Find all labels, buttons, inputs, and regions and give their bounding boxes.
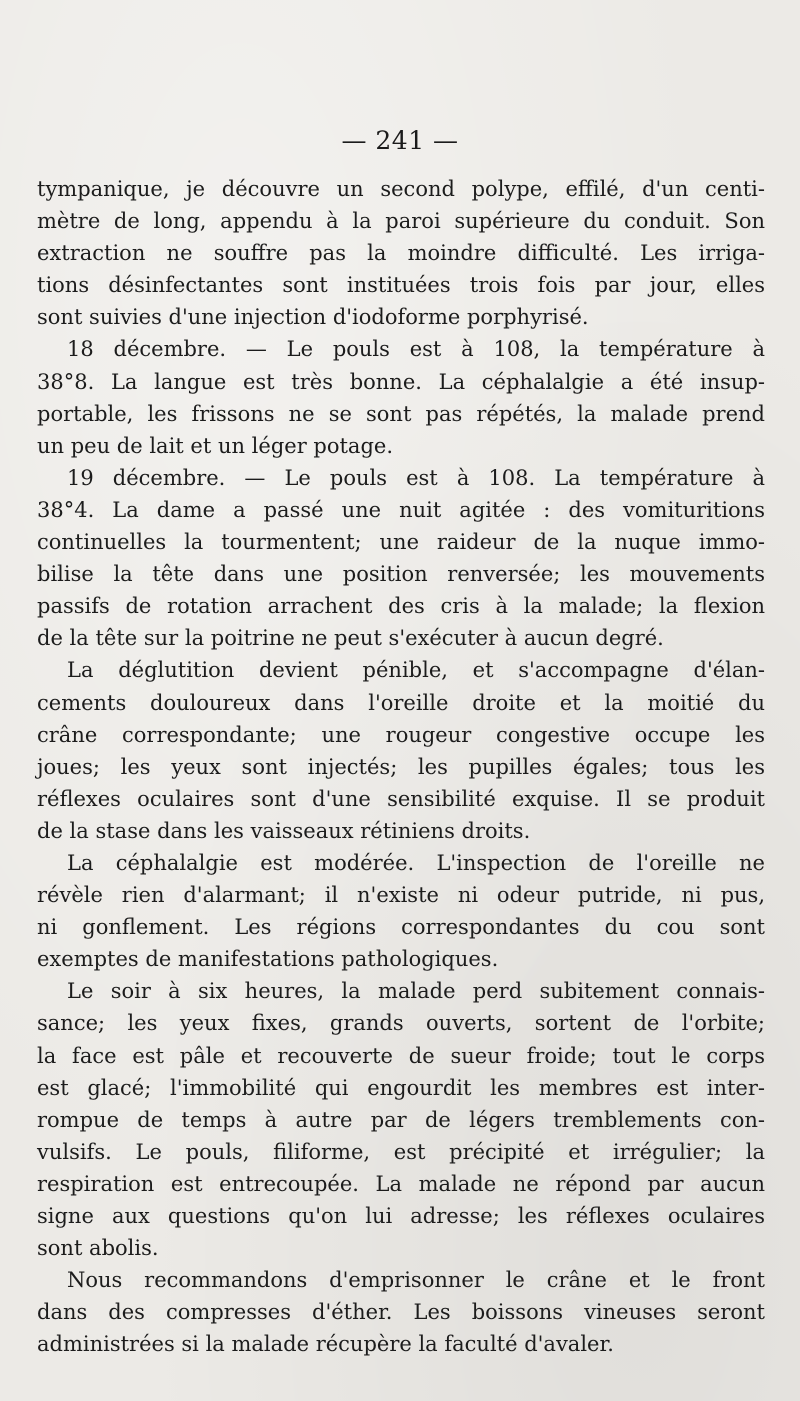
body-text xyxy=(37,173,765,1360)
paragraph xyxy=(37,975,765,1264)
text-line: sance; les yeux fixes, grands ouverts, sortent de l'orbite; xyxy=(37,1011,765,1036)
text-line: La céphalalgie est modérée. L'inspection de l'oreille ne xyxy=(67,850,765,875)
text-line: respiration est entrecoupée. La malade ne répond par aucun xyxy=(37,1171,765,1196)
text-line: joues; les yeux sont injectés; les pupilles égales; tous les xyxy=(37,754,765,779)
text-line: sont abolis. xyxy=(37,1236,159,1261)
text-line: révèle rien d'alarmant; il n'existe ni odeur putride, ni pus, xyxy=(37,883,765,908)
text-line: extraction ne souffre pas la moindre difficulté. Les irriga- xyxy=(37,241,765,266)
text-line: réflexes oculaires sont d'une sensibilité exquise. Il se produit xyxy=(37,786,765,811)
text-line: Le soir à six heures, la malade perd subitement connais- xyxy=(67,979,765,1004)
page-number: — 241 — xyxy=(341,126,459,155)
paragraph xyxy=(37,847,765,975)
text-line: exemptes de manifestations pathologiques. xyxy=(37,947,499,972)
paragraph xyxy=(37,654,765,847)
paragraph xyxy=(37,1264,765,1360)
text-line: portable, les frissons ne se sont pas répétés, la malade prend xyxy=(37,401,765,426)
text-line: tympanique, je découvre un second polype, effilé, d'un centi- xyxy=(37,177,765,201)
text-line: bilise la tête dans une position renversée; les mouvements xyxy=(37,562,765,587)
text-line: de la tête sur la poitrine ne peut s'exécuter à aucun degré. xyxy=(37,626,664,651)
text-line: de la stase dans les vaisseaux rétiniens droits. xyxy=(37,818,531,843)
text-line: sont suivies d'une injection d'iodoforme porphyrisé. xyxy=(37,305,589,330)
text-line: un peu de lait et un léger potage. xyxy=(37,433,393,458)
text-line: 38°4. La dame a passé une nuit agitée : des vomituritions xyxy=(37,497,765,522)
text-line: dans des compresses d'éther. Les boissons vineuses seront xyxy=(37,1300,765,1325)
text-line: vulsifs. Le pouls, filiforme, est précipité et irrégulier; la xyxy=(37,1139,765,1164)
text-line: ni gonflement. Les régions correspondantes du cou sont xyxy=(37,915,765,940)
text-line: 18 décembre. — Le pouls est à 108, la température à xyxy=(67,337,765,362)
paragraph xyxy=(37,462,765,655)
text-line: la face est pâle et recouverte de sueur froide; tout le corps xyxy=(37,1043,765,1068)
text-line: signe aux questions qu'on lui adresse; les réflexes oculaires xyxy=(37,1204,765,1228)
text-line: La déglutition devient pénible, et s'accompagne d'élan- xyxy=(67,658,765,683)
text-line: rompue de temps à autre par de légers tremblements con- xyxy=(37,1107,765,1132)
text-line: passifs de rotation arrachent des cris à la malade; la flexion xyxy=(37,594,765,619)
paragraph xyxy=(37,173,765,333)
text-line: tions désinfectantes sont instituées trois fois par jour, elles xyxy=(37,273,765,298)
text-line: cements douloureux dans l'oreille droite et la moitié du xyxy=(37,690,765,715)
text-line: 19 décembre. — Le pouls est à 108. La température à xyxy=(67,465,765,490)
text-line: crâne correspondante; une rougeur congestive occupe les xyxy=(37,722,765,747)
text-line: administrées si la malade récupère la faculté d'avaler. xyxy=(37,1332,614,1357)
text-line: continuelles la tourmentent; une raideur de la nuque immo- xyxy=(37,530,765,555)
text-line: mètre de long, appendu à la paroi supérieure du conduit. Son xyxy=(37,209,765,234)
paragraph xyxy=(37,333,765,461)
text-line: est glacé; l'immobilité qui engourdit les membres est inter- xyxy=(37,1075,765,1100)
text-line: 38°8. La langue est très bonne. La céphalalgie a été insup- xyxy=(37,369,765,394)
text-line: Nous recommandons d'emprisonner le crâne et le front xyxy=(67,1268,765,1293)
